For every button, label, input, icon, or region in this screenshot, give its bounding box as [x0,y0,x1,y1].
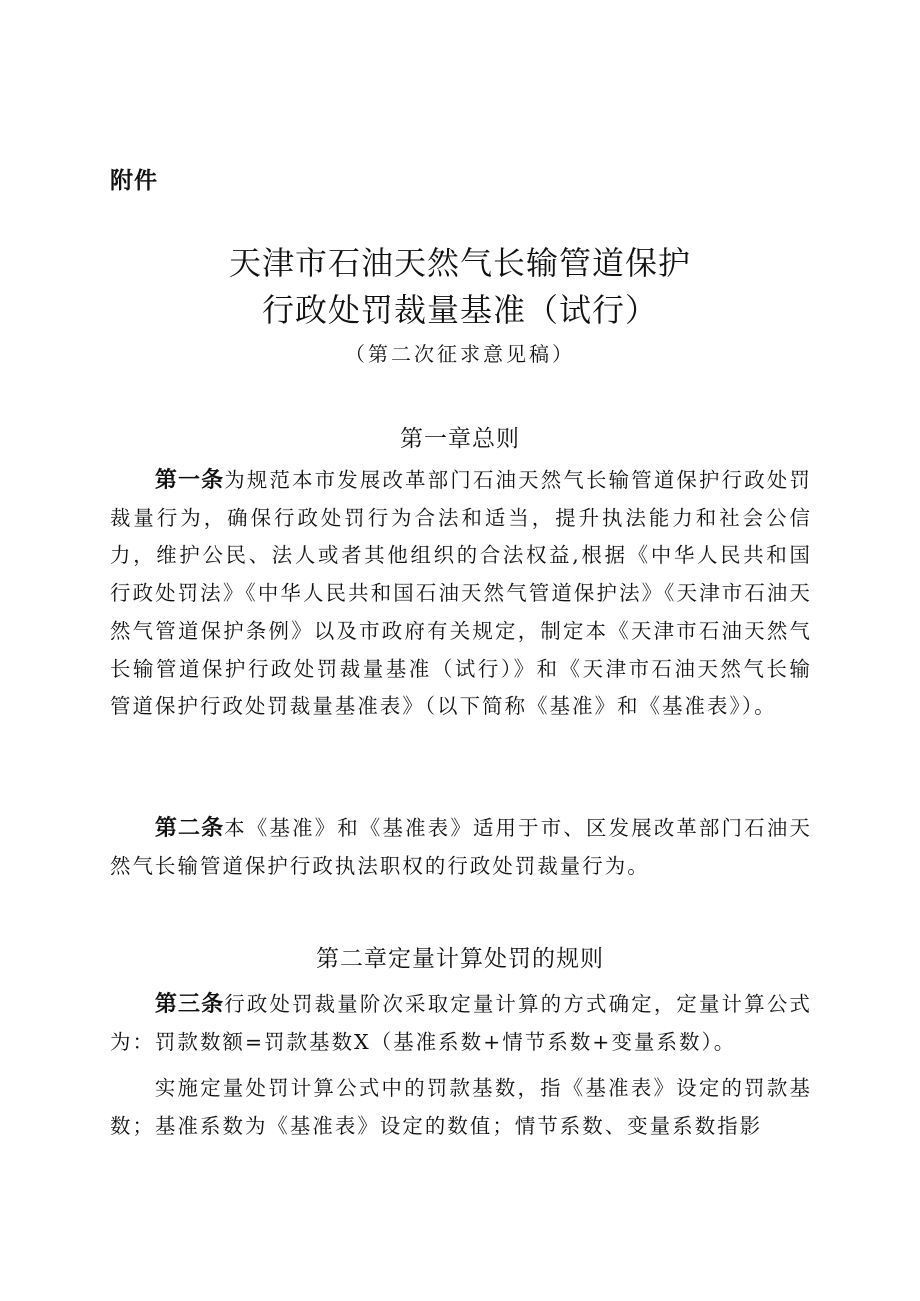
chapter-2-heading: 第二章定量计算处罚的规则 [316,946,604,972]
document-title-line-2: 行政处罚裁量基准（试行） [261,291,658,329]
article-1-label: 第一条 [154,468,225,493]
document-title-line-1: 天津市石油天然气长输管道保护 [228,244,691,282]
article-3-text: 行政处罚裁量阶次采取定量计算的方式确定，定量计算公式为：罚款数额=罚款基数X（基准系数+情节系数+变量系数）。 [110,992,812,1054]
article-3-label: 第三条 [154,992,225,1017]
chapter-1-heading: 第一章总则 [400,426,520,452]
article-2-label: 第二条 [154,816,225,841]
article-1 [110,462,812,726]
attachment-label: 附件 [110,168,158,194]
article-2-text: 本《基准》和《基准表》适用于市、区发展改革部门石油天然气长输管道保护行政执法职权的行政处罚裁量行为。 [110,816,812,878]
article-1-text: 为规范本市发展改革部门石油天然气长输管道保护行政处罚裁量行为，确保行政处罚行为合法和适当，提升执法能力和社会公信力，维护公民、法人或者其他组织的合法权益,根据《中华人民共和国行政处罚法》《中华人民共和国石油天然气管道保护法》《天津市石油天然气管道保护条例》以及市政府有关规定，制定本《天津市石油天然气长输管道保护行政处罚裁量基准（试行）》和《天津市石油天然气长输管道保护行政处罚裁量基准表》（以下简称《基准》和《基准表》）。 [110,468,812,719]
document-subtitle: （第二次征求意见稿） [345,342,575,366]
body-paragraph: 实施定量处罚计算公式中的罚款基数，指《基准表》设定的罚款基数；基准系数为《基准表》设定的数值；情节系数、变量系数指影 [110,1076,812,1138]
article-2 [110,810,812,885]
article-3 [110,986,812,1061]
